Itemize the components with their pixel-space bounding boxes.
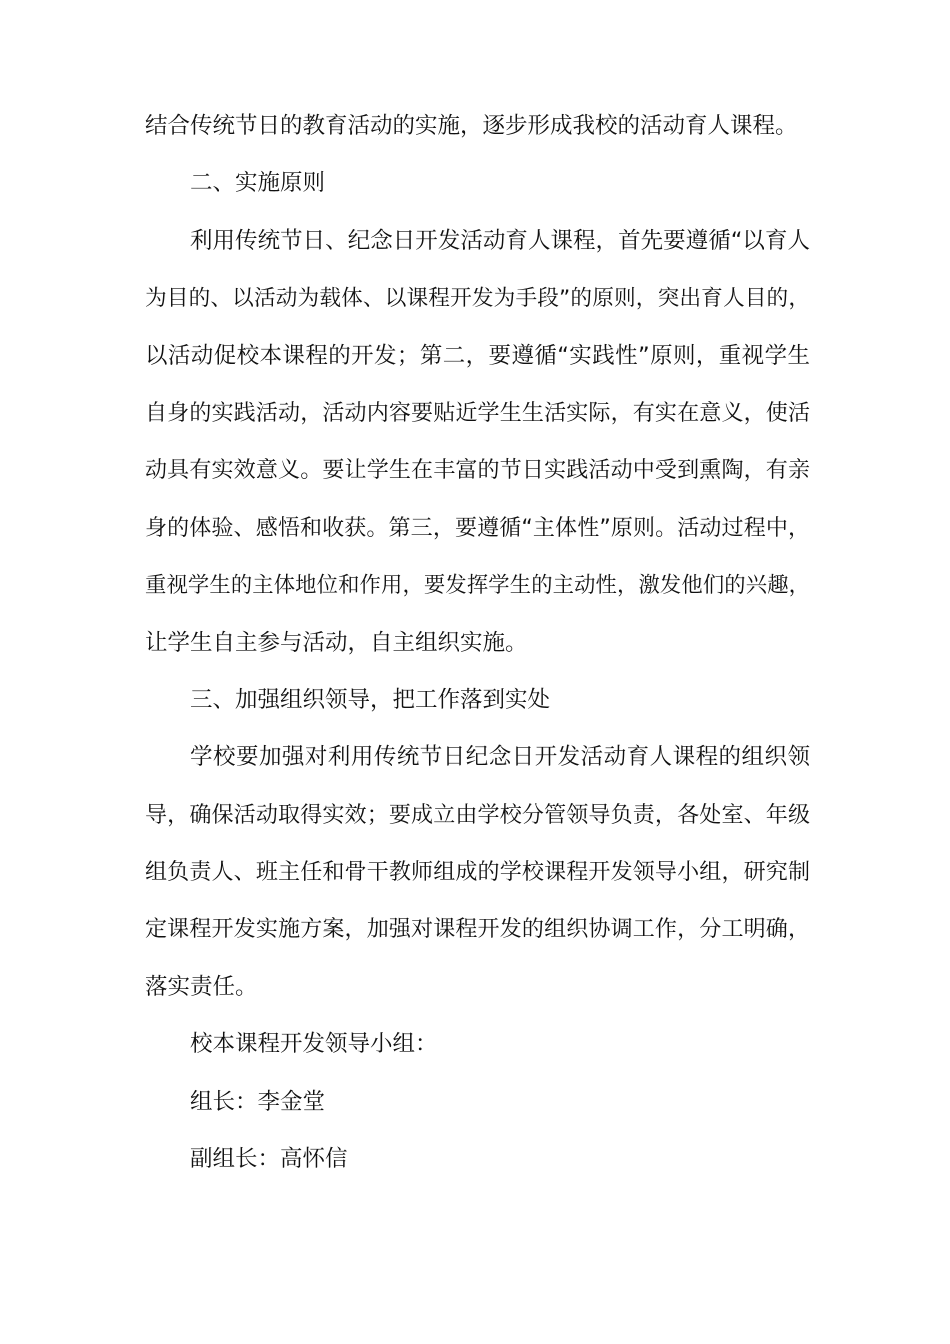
group-deputy-leader: 副组长：高怀信 [190,1146,348,1173]
paragraph-line: 组负责人、班主任和骨干教师组成的学校课程开发领导小组，研究制 [145,860,810,886]
paragraph-line: 让学生自主参与活动，自主组织实施。 [145,629,528,656]
paragraph-line: 动具有实效意义。要让学生在丰富的节日实践活动中受到熏陶，有亲 [145,458,810,484]
paragraph-line: 利用传统节日、纪念日开发活动育人课程，首先要遵循“以育人 [190,227,810,254]
paragraph-line: 为目的、以活动为载体、以课程开发为手段”的原则，突出育人目的， [145,286,810,312]
paragraph-line: 重视学生的主体地位和作用，要发挥学生的主动性，激发他们的兴趣， [145,573,810,599]
paragraph-line: 自身的实践活动，活动内容要贴近学生生活实际，有实在意义，使活 [145,400,810,426]
group-title: 校本课程开发领导小组： [190,1031,438,1058]
paragraph-line: 结合传统节日的教育活动的实施，逐步形成我校的活动育人课程。 [145,113,798,139]
paragraph-line: 导，确保活动取得实效；要成立由学校分管领导负责，各处室、年级 [145,802,810,828]
section-heading-principles: 二、实施原则 [190,170,326,197]
paragraph-line: 落实责任。 [145,973,258,1000]
paragraph-line: 学校要加强对利用传统节日纪念日开发活动育人课程的组织领 [190,744,810,771]
section-heading-organization: 三、加强组织领导，把工作落到实处 [190,686,551,713]
paragraph-line: 身的体验、感悟和收获。第三，要遵循“主体性”原则。活动过程中， [145,515,810,541]
paragraph-line: 以活动促校本课程的开发；第二，要遵循“实践性”原则，重视学生 [145,342,810,369]
document-body [145,98,810,1188]
paragraph-line: 定课程开发实施方案，加强对课程开发的组织协调工作，分工明确， [145,917,810,943]
group-leader: 组长：李金堂 [190,1088,326,1115]
